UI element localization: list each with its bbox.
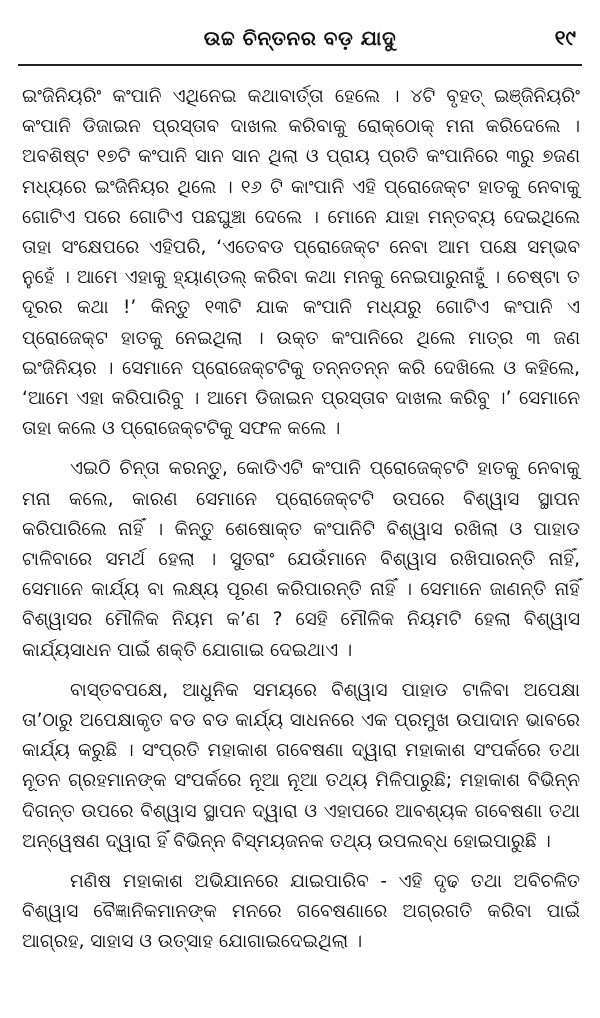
paragraph-3: ବାସ୍ତବପକ୍ଷେ, ଆଧୁନିକ ସମୟରେ ବିଶ୍ୱାସ ପାହାଡ ଟାଳିବା ଅପେକ୍ଷା ତା’ଠାରୁ ଅପେକ୍ଷାକୃତ ବଡ ବଡ କାର୍ଯ୍ୟ ସାଧନରେ ଏକ ପ୍ରମୁଖ ଉପାଦାନ ଭାବରେ କାର୍ଯ୍ୟ କରୁଛି । ସଂପ୍ରତି ମହାକାଶ ଗବେଷଣା ଦ୍ୱାରା ମହାକାଶ ସଂପର୍କରେ ତଥା ନୂତନ ଗ୍ରହମାନଙ୍କ ସଂପର୍କରେ ନୂଆ ନୂଆ ତଥ୍ୟ ମିଳିପାରୁଛି; ମହାକାଶ ବିଭିନ୍ନ ଦିଗନ୍ତ ଉପରେ ବିଶ୍ୱାସ ସ୍ଥାପନ ଦ୍ୱାରା ଓ ଏହାପରେ ଆବଶ୍ୟକ ଗବେଷଣା ତଥା ଅନ୍ୱେଷଣ ଦ୍ୱାରା ହିଁ ବିଭିନ୍ନ ବିସ୍ମୟଜନକ ତଥ୍ୟ ଉପଲବ୍ଧ ହୋଇପାରୁଛି । bbox=[22, 679, 580, 852]
page-number: ୧୯ bbox=[554, 26, 576, 50]
paragraph-4: ମଣିଷ ମହାକାଶ ଅଭିଯାନରେ ଯାଇପାରିବ - ଏହି ଦୃଢ ତଥା ଅବିଚଳିତ ବିଶ୍ୱାସ ବୈଜ୍ଞାନିକମାନଙ୍କ ମନରେ ଗବେଷଣାରେ ଅଗ୍ରଗତି କରିବା ପାଇଁ ଆଗ୍ରହ, ସାହାସ ଓ ଉତ୍ସାହ ଯୋଗାଇଦେଇଥିଲା । bbox=[22, 871, 580, 953]
body-text bbox=[22, 82, 580, 958]
running-title: ଉଚ୍ଚ ଚିନ୍ତନର ବଡ଼ ଯାଦୁ bbox=[203, 26, 397, 50]
page-header bbox=[18, 22, 582, 62]
paragraph-1: ଇଂଜିନିୟରିଂ କଂପାନି ଏଥିନେଇ କଥାବାର୍ତ୍ତା ହେଲେ । ୪ଟି ବୃହତ୍ ଇଞ୍ଜିନିୟରିଂ କଂପାନି ଡିଜାଇନ ପ୍ରସ୍ତାବ ଦାଖଲ କରିବାକୁ ରୋକ୍‌ଠୋକ୍ ମନା କରିଦେଲେ । ଅବଶିଷ୍ଟ ୧୭ଟି କଂପାନି ସାନ ସାନ ଥିଲା ଓ ପ୍ରାୟ ପ୍ରତି କଂପାନିରେ ୩ରୁ ୭ଜଣ ମଧ୍ୟରେ ଇଂଜିନିୟର ଥିଲେ । ୧୬ ଟି କାଂପାନି ଏହି ପ୍ରୋଜେକ୍ଟ ହାତକୁ ନେବାକୁ ଗୋଟିଏ ପରେ ଗୋଟିଏ ପଛଘୁଞ୍ଚା ଦେଲେ । ମୋନେ ଯାହା ମନ୍ତବ୍ୟ ଦେଇଥିଲେ ତାହା ସଂକ୍ଷେପରେ ଏହିପରି, ‘ଏତେବଡ ପ୍ରୋଜେକ୍ଟ ନେବା ଆମ ପକ୍ଷେ ସମ୍ଭବ ନୁହେଁ । ଆମେ ଏହାକୁ ହ୍ୟାଣ୍ଡଲ୍ କରିବା କଥା ମନକୁ ନେଇପାରୁନାହୁଁ । ଚେଷ୍ଟା ତ ଦୂରର କଥା !’ କିନ୍ତୁ ୧୩ଟି ଯାକ କଂପାନି ମଧ୍ଯରୁ ଗୋଟିଏ କଂପାନି ଏ ପ୍ରୋଜେକ୍ଟ ହାତକୁ ନେଇଥିଲା । ଉକ୍ତ କଂପାନିରେ ଥିଲେ ମାତ୍ର ୩ ଜଣ ଇଂଜିନିୟର । ସେମାନେ ପ୍ରୋଜେକ୍ଟଟିକୁ ତନ୍ନତନ୍ନ କରି ଦେଖିଲେ ଓ କହିଲେ, ‘ଆମେ ଏହା କରିପାରିବୁ । ଆମେ ଡିଜାଇନ ପ୍ରସ୍ତାବ ଦାଖଲ କରିବୁ ।’ ସେମାନେ ତାହା କଲେ ଓ ପ୍ରୋଜେକ୍ଟଟିକୁ ସଫଳ କଲେ । bbox=[22, 86, 580, 440]
header-divider bbox=[18, 64, 582, 66]
paragraph-2: ଏଇଠି ଚିନ୍ତା କରନ୍ତୁ, କୋଡିଏଟି କଂପାନି ପ୍ରୋଜେକ୍ଟଟି ହାତକୁ ନେବାକୁ ମନା କଲେ, କାରଣ ସେମାନେ ପ୍ରୋଜେକ୍ଟଟି ଉପରେ ବିଶ୍ୱାସ ସ୍ଥାପନ କରିପାରିଲେ ନାହିଁ । କିନ୍ତୁ ଶେଷୋକ୍ତ କଂପାନିଟି ବିଶ୍ୱାସ ରଖିଲା ଓ ପାହାଡ ଟାଳିବାରେ ସମର୍ଥ ହେଲା । ସୁତରାଂ ଯେଉଁମାନେ ବିଶ୍ୱାସ ରଖିପାରନ୍ତି ନାହିଁ, ସେମାନେ କାର୍ଯ୍ୟ ବା ଲକ୍ଷ୍ୟ ପୂରଣ କରିପାରନ୍ତି ନାହିଁ । ସେମାନେ ଜାଣନ୍ତି ନାହିଁ ବିଶ୍ୱାସର ମୌଳିକ ନିୟମ କ’ଣ ? ସେହି ମୌଳିକ ନିୟମଟି ହେଲା ବିଶ୍ୱାସ କାର୍ଯ୍ୟସାଧନ ପାଇଁ ଶକ୍ତି ଯୋଗାଇ ଦେଇଥାଏ । bbox=[22, 458, 580, 661]
